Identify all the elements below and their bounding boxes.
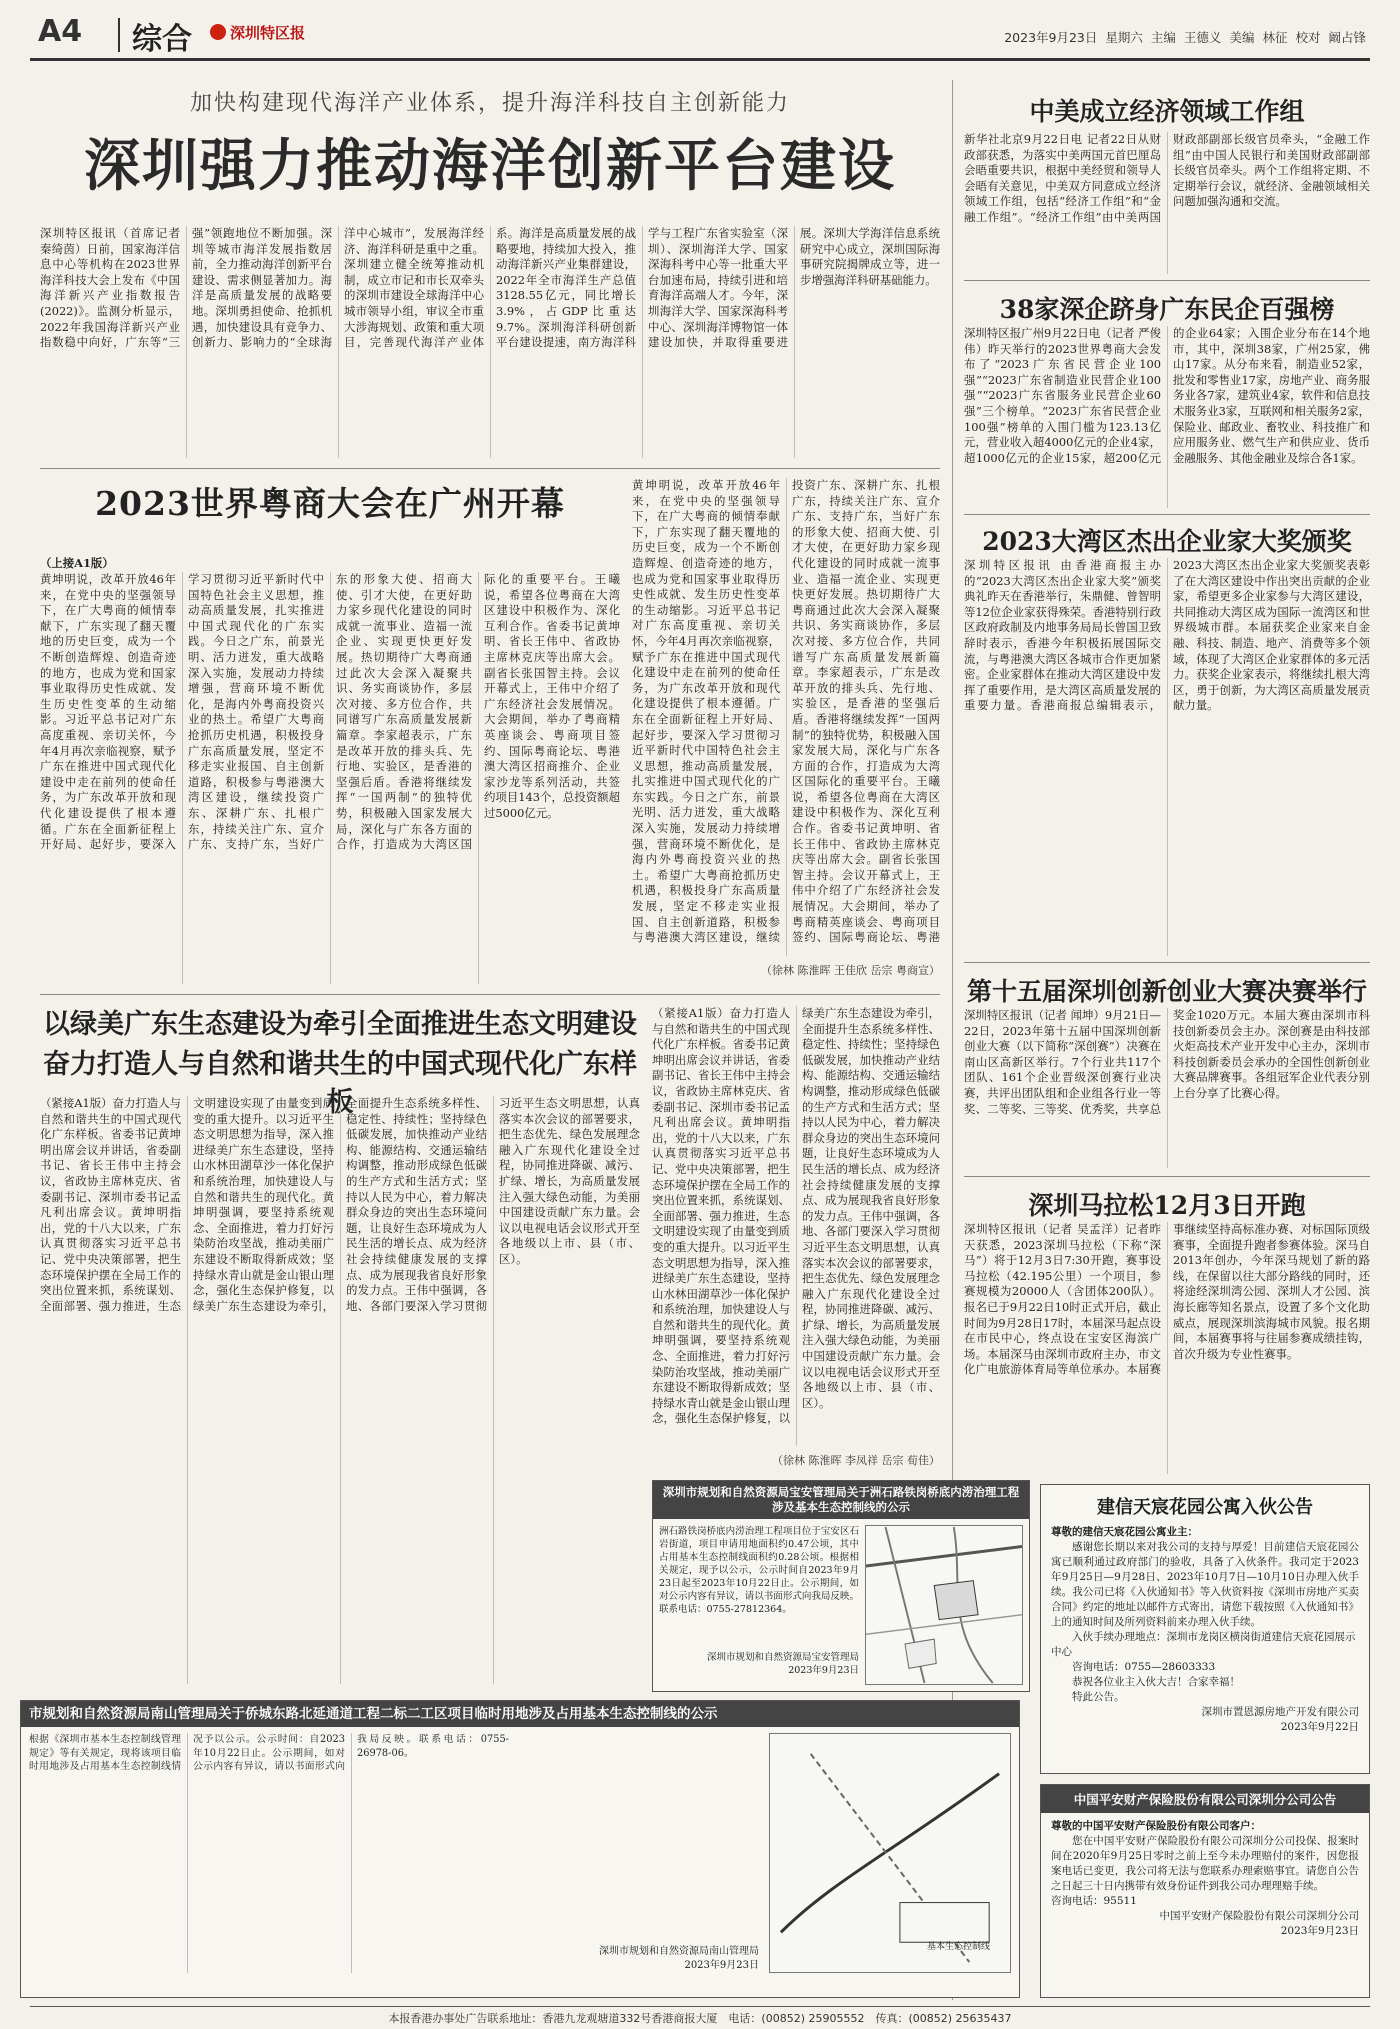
jianxin-closing: 特此公告。 xyxy=(1072,1691,1125,1703)
pingan-contact-label: 咨询电话： xyxy=(1051,1895,1104,1907)
masthead-rule xyxy=(30,58,1370,61)
footer-text: 本报香港办事处广告联系地址：香港九龙观塘道332号香港商报大厦 电话：(00852) 25905552 传真：(00852) 25635437 xyxy=(388,2012,1012,2025)
story-divider xyxy=(40,994,940,995)
section-title: 综合 xyxy=(132,22,192,57)
footer-rule xyxy=(30,2006,1370,2007)
ecology-byline: （徐林 陈淮晖 李凤祥 岳宗 荀佳） xyxy=(772,1454,940,1467)
paper-name: 深圳特区报 xyxy=(230,24,306,42)
baoan-planning-notice xyxy=(652,1480,1030,1692)
pingan-contact xyxy=(1051,1894,1359,1909)
baoan-site-map xyxy=(865,1525,1023,1685)
editor-label: 主编 xyxy=(1150,30,1176,45)
jianxin-phone-label: 咨询电话： xyxy=(1072,1661,1125,1673)
jianxin-date: 2023年9月22日 xyxy=(1280,1721,1359,1733)
pingan-date: 2023年9月23日 xyxy=(1280,1925,1359,1937)
lead-headline: 深圳强力推动海洋创新平台建设 xyxy=(84,134,896,199)
paper-logo-icon xyxy=(210,24,226,40)
pingan-notice xyxy=(1040,1784,1370,1998)
designer-label: 美编 xyxy=(1229,30,1255,45)
ecology-headline-line1: 以绿美广东生态建设为牵引全面推进生态文明建设 xyxy=(43,1009,637,1040)
ecology-body-left: （紧接A1版）奋力打造人与自然和谐共生的中国式现代化广东样板。省委书记黄坤明出席会议并讲话，省委副书记、省长王伟中主持会议，省政协主席林克庆、省委副书记、深圳市委书记孟凡利出席会议。黄坤明指出，党的十八大以来，广东认真贯彻落实习近平总书记、党中央决策部署，把生态环境保护摆在全局工作的突出位置来抓，系统谋划、全面部署、强力推进，生态文明建设实现了由量变到质变的重大提升。以习近平生态文明思想为指导，深入推进绿美广东生态建设，坚持山水林田湖草沙一体化保护和系统治理，加快建设人与自然和谐共生的现代化。黄坤明强调，要坚持系统观念、全面推进，着力打好污染防治攻坚战，推动美丽广东建设不断取得新成效；坚持绿水青山就是金山银山理念，强化生态保护修复，以绿美广东生态建设为牵引，全面提升生态系统多样性、稳定性、持续性；坚持绿色低碳发展，加快推动产业结构、能源结构、交通运输结构调整，推动形成绿色低碳的生产方式和生活方式；坚持以人民为中心，着力解决群众身边的突出生态环境问题，让良好生态环境成为人民生活的增长点、成为经济社会持续健康发展的支撑点、成为展现我省良好形象的发力点。王伟中强调，各地、各部门要深入学习贯彻习近平生态文明思想，认真落实本次会议的部署要求，把生态优先、绿色发展理念融入广东现代化建设全过程，协同推进降碳、减污、扩绿、增长，为高质量发展注入强大绿色动能，为美丽中国建设贡献广东力量。会议以电视电话会议形式开至各地级以上市、县（市、区）。 xyxy=(40,1096,640,1313)
nanshan-planning-notice xyxy=(20,1700,1020,1998)
masthead-divider xyxy=(118,18,120,52)
story-divider xyxy=(964,1176,1370,1177)
nanshan-map-label: 基本生态控制线 xyxy=(926,1942,990,1952)
story-divider xyxy=(964,962,1370,963)
nanshan-site-map xyxy=(769,1733,1011,1973)
jianxin-address-label: 入伙手续办理地点： xyxy=(1072,1631,1167,1643)
enterprises-headline: 38家深企跻身广东民企百强榜 xyxy=(999,295,1335,324)
bay-award-headline: 2023大湾区杰出企业家大奖颁奖 xyxy=(982,527,1352,556)
jianxin-address-value: 深圳市龙岗区横岗街道建信天宸花园展示中心 xyxy=(1051,1631,1356,1658)
yue-merchant-body-left: 黄坤明说，改革开放46年来，在党中央的坚强领导下，在广大粤商的倾情奉献下，广东实现了翻天覆地的历史巨变，成为一个不断创造辉煌、创造奇迹的地方，也成为党和国家事业取得历史性成就、发生历史性变革的生动缩影。习近平总书记对广东高度重视、亲切关怀，今年4月再次亲临视察，赋予广东在推进中国式现代化建设中走在前列的使命任务，为广东改革开放和现代化建设提供了根本遵循。广东在全面新征程上开好局、起好步，要深入学习贯彻习近平新时代中国特色社会主义思想，推动高质量发展，扎实推进中国式现代化的广东实践。今日之广东，前景光明、活力迸发，重大战略深入实施，发展动力持续增强，营商环境不断优化，是海内外粤商投资兴业的热土。希望广大粤商抢抓历史机遇，积极投身广东高质量发展，坚定不移走实业报国、自主创新道路，积极参与粤港澳大湾区建设，继续投资广东、深耕广东、扎根广东，持续关注广东、宣介广东、支持广东，当好广东的形象大使、招商大使、引才大使，在更好助力家乡现代化建设的同时成就一流事业、造福一流企业、实现更快更好发展。热切期待广大粤商通过此次大会深入凝聚共识、务实商谈协作，多层次对接、多方位合作，共同谱写广东高质量发展新篇章。李家超表示，广东是改革开放的排头兵、先行地、实验区，是香港的坚强后盾。香港将继续发挥“一国两制”的独特优势，积极融入国家发展大局，深化与广东各方面的合作，打造成为大湾区国际化的重要平台。王曦说，希望各位粤商在大湾区建设中积极作为、深化互利合作。省委书记黄坤明、省长王伟中、省政协主席林克庆等出席大会。副省长张国智主持。会议开幕式上，王伟中介绍了广东经济社会发展情况。大会期间，举办了粤商精英座谈会、粤商项目签约、国际粤商论坛、粤港澳大湾区招商推介、企业家沙龙等系列活动，共签约项目143个，总投资额超过5000亿元。 xyxy=(40,572,620,852)
innovation-body: 深圳特区报讯（记者 闻坤）9月21日—22日，2023年第十五届中国深圳创新创业大赛（以下简称“深创赛”）决赛在南山区高新区举行。7个行业共117个团队、161个企业晋级深创赛行业决赛，共评出团队组和企业组各行业一等奖、二等奖、三等奖、优秀奖，共享总奖金1020万元。本届大赛由深圳市科技创新委员会主办。深创赛是由科技部火炬高技术产业开发中心主办，深圳市科技创新委员会承办的全国性创新创业大赛品牌赛事。各组冠军企业代表分别上台分享了比赛心得。 xyxy=(964,1008,1370,1116)
china-us-headline: 中美成立经济领域工作组 xyxy=(1029,97,1305,126)
innovation-headline: 第十五届深圳创新创业大赛决赛举行 xyxy=(966,977,1367,1006)
jianxin-phone-value: 0755—28603333 xyxy=(1124,1661,1216,1673)
story-divider xyxy=(964,280,1370,281)
masthead-info xyxy=(1004,28,1366,46)
jianxin-notice-title: 建信天宸花园公寓入伙公告 xyxy=(1097,1497,1313,1518)
jianxin-wish: 恭祝各位业主入伙大吉！合家幸福！ xyxy=(1072,1676,1240,1688)
baoan-map-graphic xyxy=(866,1526,1022,1684)
proof-label: 校对 xyxy=(1295,30,1321,45)
baoan-notice-body: 洲石路铁岗桥底内涝治理工程项目位于宝安区石岩街道，项目申请用地面积约0.47公顷，其中占用基本生态控制线面积约0.28公顷。根据相关规定，现予以公示，公示时间自2023年9月23日起至2023年10月22日止。公示期间，如对公示内容有异议，请以书面形式向我局反映。联系电话：0755-27812364。 xyxy=(659,1526,859,1615)
ecology-body-right: （紧接A1版）奋力打造人与自然和谐共生的中国式现代化广东样板。省委书记黄坤明出席会议并讲话，省委副书记、省长王伟中主持会议，省政协主席林克庆、省委副书记、深圳市委书记孟凡利出席会议。黄坤明指出，党的十八大以来，广东认真贯彻落实习近平总书记、党中央决策部署，把生态环境保护摆在全局工作的突出位置来抓，系统谋划、全面部署、强力推进，生态文明建设实现了由量变到质变的重大提升。以习近平生态文明思想为指导，深入推进绿美广东生态建设，坚持山水林田湖草沙一体化保护和系统治理，加快建设人与自然和谐共生的现代化。黄坤明强调，要坚持系统观念、全面推进，着力打好污染防治攻坚战，推动美丽广东建设不断取得新成效；坚持绿水青山就是金山银山理念，强化生态保护修复，以绿美广东生态建设为牵引，全面提升生态系统多样性、稳定性、持续性；坚持绿色低碳发展，加快推动产业结构、能源结构、交通运输结构调整，推动形成绿色低碳的生产方式和生活方式；坚持以人民为中心，着力解决群众身边的突出生态环境问题，让良好生态环境成为人民生活的增长点、成为经济社会持续健康发展的支撑点、成为展现我省良好形象的发力点。王伟中强调，各地、各部门要深入学习贯彻习近平生态文明思想，认真落实本次会议的部署要求，把生态优先、绿色发展理念融入广东现代化建设全过程，协同推进降碳、减污、扩绿、增长，为高质量发展注入强大绿色动能，为美丽中国建设贡献广东力量。会议以电视电话会议形式开至各地级以上市、县（市、区）。 xyxy=(652,1006,940,1426)
baoan-notice-date: 2023年9月23日 xyxy=(788,1665,859,1676)
jianxin-address xyxy=(1051,1630,1359,1660)
yue-merchant-byline: （徐林 陈淮晖 王佳欣 岳宗 粤商宣） xyxy=(761,964,940,977)
pingan-body: 您在中国平安财产保险股份有限公司深圳分公司投保、报案时间在2020年9月25日零时之前上至今未办理赔付的案件，因您报案电话已变更，我公司将无法与您联系办理索赔事宜。请您自公告之日起三十日内携带有效身份证件到我公司办理理赔手续。 xyxy=(1051,1835,1359,1892)
lead-kicker: 加快构建现代海洋产业体系，提升海洋科技自主创新能力 xyxy=(189,91,790,116)
nanshan-notice-date: 2023年9月23日 xyxy=(684,1960,759,1971)
china-us-body: 新华社北京9月22日电 记者22日从财政部获悉，为落实中美两国元首巴厘岛会晤重要共识，根据中美经贸和领导人会晤有关意见，中美双方同意成立经济领域工作组，包括“经济工作组”和“金融工作组”。“经济工作组”由中美两国财政部副部长级官员牵头，“金融工作组”由中国人民银行和美国财政部副部长级官员牵头。两个工作组将定期、不定期举行会议，就经济、金融领域相关问题加强沟通和交流。 xyxy=(964,132,1370,224)
baoan-notice-agency: 深圳市规划和自然资源局宝安管理局 xyxy=(706,1652,859,1663)
yue-merchant-body-right: 黄坤明说，改革开放46年来，在党中央的坚强领导下，在广大粤商的倾情奉献下，广东实现了翻天覆地的历史巨变，成为一个不断创造辉煌、创造奇迹的地方，也成为党和国家事业取得历史性成就、发生历史性变革的生动缩影。习近平总书记对广东高度重视、亲切关怀，今年4月再次亲临视察，赋予广东在推进中国式现代化建设中走在前列的使命任务，为广东改革开放和现代化建设提供了根本遵循。广东在全面新征程上开好局、起好步，要深入学习贯彻习近平新时代中国特色社会主义思想，推动高质量发展，扎实推进中国式现代化的广东实践。今日之广东，前景光明、活力迸发，重大战略深入实施，发展动力持续增强，营商环境不断优化，是海内外粤商投资兴业的热土。希望广大粤商抢抓历史机遇，积极投身广东高质量发展，坚定不移走实业报国、自主创新道路，积极参与粤港澳大湾区建设，继续投资广东、深耕广东、扎根广东，持续关注广东、宣介广东、支持广东，当好广东的形象大使、招商大使、引才大使，在更好助力家乡现代化建设的同时成就一流事业、造福一流企业、实现更快更好发展。热切期待广大粤商通过此次大会深入凝聚共识、务实商谈协作，多层次对接、多方位合作，共同谱写广东高质量发展新篇章。李家超表示，广东是改革开放的排头兵、先行地、实验区，是香港的坚强后盾。香港将继续发挥“一国两制”的独特优势，积极融入国家发展大局，深化与广东各方面的合作，打造成为大湾区国际化的重要平台。王曦说，希望各位粤商在大湾区建设中积极作为、深化互利合作。省委书记黄坤明、省长王伟中、省政协主席林克庆等出席大会。副省长张国智主持。会议开幕式上，王伟中介绍了广东经济社会发展情况。大会期间，举办了粤商精英座谈会、粤商项目签约、国际粤商论坛、粤港 xyxy=(632,478,940,945)
story-divider xyxy=(40,468,940,469)
nanshan-notice-agency: 深圳市规划和自然资源局南山管理局 xyxy=(599,1946,759,1957)
pingan-notice-title: 中国平安财产保险股份有限公司深圳分公司公告 xyxy=(1041,1785,1369,1813)
bay-award-body: 深圳特区报讯 由香港商报主办的“2023大湾区杰出企业家大奖”颁奖典礼昨天在香港举行，朱鼎健、曾智明等12位企业家获得殊荣。香港特别行政区政府政制及内地事务局局长曾国卫致辞时表示，香港今年积极拓展国际交流，与粤港澳大湾区各城市合作更加紧密。企业家群体在推动大湾区建设中发挥了重要作用，是大湾区高质量发展的重要力量。香港商报总编辑表示，2023大湾区杰出企业家大奖颁奖表彰了在大湾区建设中作出突出贡献的企业家，希望更多企业家参与大湾区建设，共同推动大湾区成为国际一流湾区和世界级城市群。本届获奖企业家来自金融、科技、制造、地产、消费等多个领域，体现了大湾区企业家群体的多元活力。获奖企业家表示，将继续扎根大湾区，勇于创新，为大湾区高质量发展贡献力量。 xyxy=(964,558,1370,713)
enterprises-body: 深圳特区报广州9月22日电（记者 严俊伟）昨天举行的2023世界粤商大会发布了“2023广东省民营企业100强”“2023广东省制造业民营企业100强”“2023广东省服务业民营企业60强”三个榜单。“2023广东省民营企业100强”榜单的入围门槛为123.13亿元，营业收入超4000亿元的企业4家，超1000亿元的企业15家，超200亿元的企业64家；入围企业分布在14个地市，其中，深圳38家，广州25家，佛山17家。从分布来看，制造业52家，批发和零售业17家，房地产业、商务服务业各7家，建筑业4家，软件和信息技术服务业3家，互联网和相关服务2家，保险业、邮政业、畜牧业、科技推广和应用服务业、燃气生产和供应业、货币金融服务、其他金融业及综合各1家。 xyxy=(964,326,1370,465)
editor-name: 王德义 xyxy=(1183,30,1222,45)
jianxin-body: 感谢您长期以来对我公司的支持与厚爱！目前建信天宸花园公寓已顺利通过政府部门的验收，具备了入伙条件。我司定于2023年9月25日—9月28日、2023年10月7日—10月10日办理入伙手续。我公司已将《入伙通知书》等入伙资料按《深圳市房地产买卖合同》约定的地址以邮件方式寄出，请您下载按照《入伙通知书》上的通知时间及所列资料前来办理入伙手续。 xyxy=(1051,1541,1359,1628)
story-divider xyxy=(964,514,1370,515)
pingan-contact-value: 95511 xyxy=(1103,1895,1137,1907)
lead-body: 深圳特区报讯（首席记者 秦绮茵）日前，国家海洋信息中心等机构在2023世界海洋科技大会上发布《中国海洋新兴产业指数报告(2022)》。监测分析显示，2022年我国海洋新兴产业指数稳中向好，广东等“三强”领跑地位不断加强。深圳等城市海洋发展指数居前，全力推动海洋创新平台建设、需求侧显著加力。海洋是高质量发展的战略要地。深圳勇担使命、抢抓机遇，加快建设具有竞争力、创新力、影响力的“全球海洋中心城市”，发展海洋经济、海洋科研是重中之重。深圳建立健全统筹推动机制，成立市记和市长双牵头的深圳市建设全球海洋中心城市领导小组，审议全市重大涉海规划、政策和重大项目，完善现代海洋产业体系。海洋是高质量发展的战略要地，持续加大投入，推动海洋新兴产业集群建设，2022年全市海洋生产总值3128.55亿元，同比增长3.9%，占GDP比重达9.7%。深圳海洋科研创新平台建设提速，南方海洋科学与工程广东省实验室（深圳）、深圳海洋大学、国家深海科考中心等一批重大平台加速布局，持续引进和培育海洋高端人才。今年，深圳海洋大学、国家深海科考中心、深圳海洋博物馆一体建设加快，并取得重要进展。深圳大学海洋信息系统研究中心成立，深圳国际海事研究院揭牌成立等，进一步增强海洋科研基础能力。 xyxy=(40,226,940,350)
pingan-salutation: 尊敬的中国平安财产保险股份有限公司客户： xyxy=(1051,1820,1261,1832)
yue-merchant-lead: （上接A1版） xyxy=(40,556,114,570)
nanshan-notice-title: 市规划和自然资源局南山管理局关于侨城东路北延通道工程二标二工区项目临时用地涉及占用基本生态控制线的公示 xyxy=(21,1701,1019,1727)
jianxin-company: 深圳市置恩源房地产开发有限公司 xyxy=(1201,1706,1359,1718)
marathon-body: 深圳特区报讯（记者 吴孟洋）记者昨天获悉，2023深圳马拉松（下称“深马”）将于12月3日7:30开跑，赛事设马拉松（42.195公里）一个项目，参赛规模为20000人（含团体200队）。报名已于9月22日10时正式开启，截止时间为9月28日17时，本届深马起点设在市民中心，终点设在宝安区海滨广场。本届深马由深圳市政府主办，市文化广电旅游体育局等单位承办。本届赛事继续坚持高标准办赛、对标国际顶级赛事，全面提升跑者参赛体验。深马自2013年创办，今年深马规划了新的路线，在保留以往大部分路线的同时，还将途经深圳湾公园、深圳人才公园、滨海长廊等知名景点，设置了多个文化助威点，展现深圳滨海城市风貌。报名期间，本届赛事将与往届参赛成绩挂钩，首次升级为专业性赛事。 xyxy=(964,1222,1370,1377)
issue-date: 2023年9月23日 xyxy=(1004,30,1098,45)
jianxin-phone xyxy=(1051,1660,1359,1675)
nanshan-map-graphic xyxy=(770,1734,1010,1972)
issue-weekday: 星期六 xyxy=(1105,30,1143,45)
baoan-notice-title: 深圳市规划和自然资源局宝安管理局关于洲石路铁岗桥底内涝治理工程涉及基本生态控制线的公示 xyxy=(653,1481,1029,1519)
jianxin-notice xyxy=(1040,1484,1370,1774)
designer-name: 林征 xyxy=(1262,30,1288,45)
yue-merchant-headline: 2023世界粤商大会在广州开幕 xyxy=(95,484,565,523)
nanshan-notice-body: 根据《深圳市基本生态控制线管理规定》等有关规定，现将该项目临时用地涉及占用基本生态控制线情况予以公示。公示时间：自2023年10月22日止。公示期间，如对公示内容有异议，请以书面形式向我局反映。联系电话：0755-26978-06。 xyxy=(29,1734,509,1772)
page-number: A4 xyxy=(38,14,83,49)
jianxin-salutation: 尊敬的建信天宸花园公寓业主： xyxy=(1051,1526,1198,1538)
pingan-company: 中国平安财产保险股份有限公司深圳分公司 xyxy=(1159,1910,1359,1922)
proof-name: 阚占锋 xyxy=(1328,30,1366,45)
marathon-headline: 深圳马拉松12月3日开跑 xyxy=(1028,1191,1306,1220)
ecology-headline-line2: 奋力打造人与自然和谐共生的中国式现代化广东样板 xyxy=(43,1049,637,1118)
